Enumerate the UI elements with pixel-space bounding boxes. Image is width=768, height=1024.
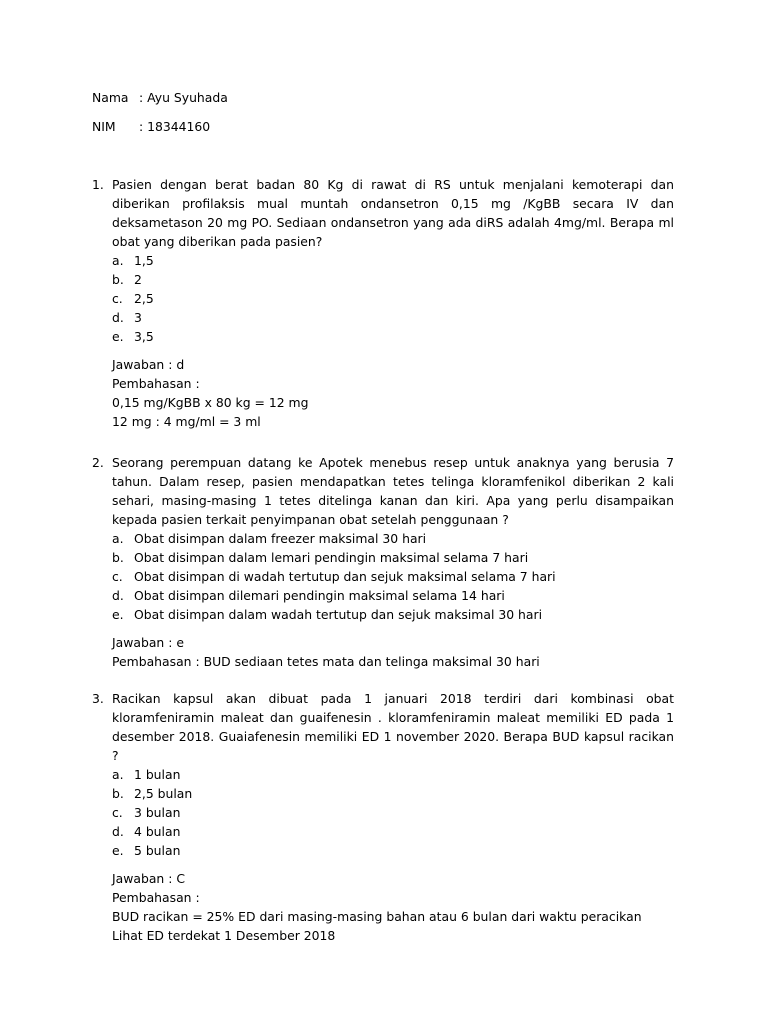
option-letter: b. [112,550,124,565]
explanation-label: Pembahasan : [112,890,200,905]
question-text: Pasien dengan berat badan 80 Kg di rawat di RS untuk menjalani kemoterapi dan diberikan profilaksis mual muntah ondansetron 0,15 mg /KgBB secara IV dan deksametason 20 mg PO. Sediaan ondansetron yang ada diRS adalah 4mg/ml. Berapa ml obat yang diberikan pada pasien? [112,177,674,249]
question-text: Seorang perempuan datang ke Apotek menebus resep untuk anaknya yang berusia 7 tahun. Dalam resep, pasien mendapatkan tetes telinga kloramfenikol diberikan 2 kali sehari, masing-masing 1 tetes ditelinga kanan dan kiri. Apa yang perlu disampaikan kepada pasien terkait penyimpanan obat setelah penggunaan ? [112,455,674,527]
question-number: 2. [92,455,104,470]
option-text: Obat disimpan dalam wadah tertutup dan sejuk maksimal 30 hari [134,607,543,622]
option-a [112,765,674,784]
option-c [112,289,674,308]
student-nim-line [92,117,210,136]
option-letter: e. [112,329,124,344]
option-letter: d. [112,588,124,603]
option-letter: c. [112,805,123,820]
question-2 [92,453,674,671]
option-text: 1 bulan [134,767,181,782]
option-d [112,586,674,605]
option-letter: b. [112,272,124,287]
explanation-label: Pembahasan : [112,376,200,391]
answer-block [112,355,674,431]
option-text: 3,5 [134,329,154,344]
option-text: Obat disimpan dilemari pendingin maksimal selama 14 hari [134,588,505,603]
option-a [112,251,674,270]
option-letter: d. [112,824,124,839]
option-text: 3 [134,310,142,325]
option-e [112,605,674,624]
option-letter: c. [112,569,123,584]
question-1 [92,175,674,431]
option-d [112,822,674,841]
option-b [112,270,674,289]
option-letter: a. [112,531,124,546]
student-name-line [92,88,228,107]
answer-line: Jawaban : C [112,871,185,886]
option-letter: e. [112,843,124,858]
option-text: 5 bulan [134,843,181,858]
option-text: 2,5 bulan [134,786,193,801]
nim-value: : 18344160 [139,119,211,134]
option-a [112,529,674,548]
question-text: Racikan kapsul akan dibuat pada 1 januari 2018 terdiri dari kombinasi obat kloramfeniramin maleat dan guaifenesin . kloramfeniramin maleat memiliki ED pada 1 desember 2018. Guaiafenesin memiliki ED 1 november 2020. Berapa BUD kapsul racikan ? [112,691,674,763]
question-number: 3. [92,691,104,706]
explanation-line: Pembahasan : BUD sediaan tetes mata dan telinga maksimal 30 hari [112,654,540,669]
option-b [112,784,674,803]
option-e [112,327,674,346]
option-d [112,308,674,327]
explanation-line: 12 mg : 4 mg/ml = 3 ml [112,414,261,429]
option-text: Obat disimpan dalam freezer maksimal 30 hari [134,531,427,546]
option-c [112,567,674,586]
name-label: Nama [92,90,129,105]
option-text: 2 [134,272,142,287]
option-text: Obat disimpan di wadah tertutup dan sejuk maksimal selama 7 hari [134,569,556,584]
option-b [112,548,674,567]
option-text: Obat disimpan dalam lemari pendingin maksimal selama 7 hari [134,550,529,565]
answer-line: Jawaban : e [112,635,184,650]
option-list [112,765,674,860]
answer-block [112,633,674,671]
answer-line: Jawaban : d [112,357,185,372]
option-e [112,841,674,860]
option-text: 4 bulan [134,824,181,839]
option-letter: a. [112,767,124,782]
option-letter: c. [112,291,123,306]
option-c [112,803,674,822]
question-3 [92,689,674,945]
option-letter: e. [112,607,124,622]
option-letter: a. [112,253,124,268]
question-number: 1. [92,177,104,192]
option-letter: b. [112,786,124,801]
option-text: 3 bulan [134,805,181,820]
explanation-line: Lihat ED terdekat 1 Desember 2018 [112,928,336,943]
option-letter: d. [112,310,124,325]
option-list [112,529,674,624]
answer-block [112,869,674,945]
name-value: : Ayu Syuhada [139,90,228,105]
explanation-line: BUD racikan = 25% ED dari masing-masing bahan atau 6 bulan dari waktu peracikan [112,909,642,924]
explanation-line: 0,15 mg/KgBB x 80 kg = 12 mg [112,395,309,410]
option-text: 2,5 [134,291,154,306]
nim-label: NIM [92,119,116,134]
option-list [112,251,674,346]
option-text: 1,5 [134,253,154,268]
